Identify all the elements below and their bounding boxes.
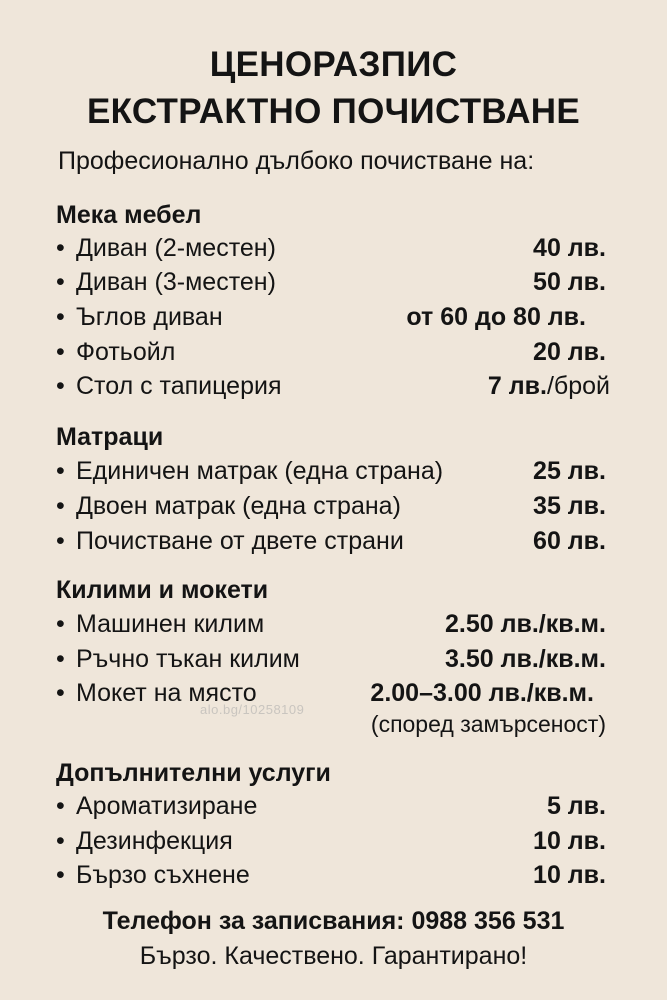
price-row [56,490,606,522]
service-name: Машинен килим [76,610,265,638]
bullet-icon: • [56,338,65,366]
price-row [56,825,606,857]
bullet-icon: • [56,234,65,262]
bullet-icon: • [56,792,65,820]
service-name: Почистване от двете страни [76,527,404,555]
service-price: 2.00–3.00 лв./кв.м. [370,679,594,707]
service-title: ЕКСТРАКТНО ПОЧИСТВАНЕ [86,92,581,131]
price-row [56,790,606,822]
subtitle: Професионално дълбоко почистване на: [58,147,535,175]
section-heading-extra-services: Допълнителни услуги [56,759,331,787]
price-row [56,643,606,675]
service-name: Стол с тапицерия [76,372,282,400]
service-price: 25 лв. [533,457,606,485]
service-name: Бързо съхнене [76,861,250,889]
service-price: 10 лв. [533,861,606,889]
bullet-icon: • [56,527,65,555]
price-row [56,336,606,368]
bullet-icon: • [56,645,65,673]
section-heading-carpets: Килими и мокети [56,576,269,604]
price-row [56,266,606,298]
phone-line: Телефон за записвания: 0988 356 531 [102,907,565,935]
service-price: 2.50 лв./кв.м. [444,610,606,638]
service-price: 10 лв. [533,827,606,855]
service-name: Дезинфекция [76,827,233,855]
service-name: Диван (3-местен) [76,268,276,296]
service-price: 20 лв. [533,338,606,366]
service-price: 35 лв. [533,492,606,520]
service-name: Мокет на място [76,679,257,707]
service-name: Ръчно тъкан килим [76,645,300,673]
service-name: Ъглов диван [76,303,223,331]
service-name: Двоен матрак (една страна) [76,492,401,520]
service-name: Единичен матрак (една страна) [76,457,444,485]
price-list-title: ЦЕНОРАЗПИС [209,45,458,84]
price-row [56,301,606,333]
section-heading-upholstered-furniture: Мека мебел [56,201,202,229]
bullet-icon: • [56,303,65,331]
service-price: от 60 до 80 лв. [406,303,586,331]
bullet-icon: • [56,268,65,296]
bullet-icon: • [56,861,65,889]
bullet-icon: • [56,372,65,400]
price-row [56,859,606,891]
price-note: (според замърсеност) [370,711,606,737]
service-price: 3.50 лв./кв.м. [444,645,606,673]
service-price: 50 лв. [533,268,606,296]
watermark: alo.bg/10258109 [200,702,305,717]
price-row [56,677,606,709]
price-row [56,370,610,402]
slogan: Бързо. Качествено. Гарантирано! [139,942,528,970]
service-price: 60 лв. [533,527,606,555]
price-unit: /брой [546,372,610,400]
service-name: Диван (2-местен) [76,234,276,262]
section-heading-mattresses: Матраци [56,423,164,451]
service-name: Ароматизиране [76,792,258,820]
service-price: 40 лв. [533,234,606,262]
price-row [56,455,606,487]
price-row [56,525,606,557]
service-name: Фотьойл [76,338,176,366]
bullet-icon: • [56,827,65,855]
price-row [56,608,606,640]
service-price: 5 лв. [546,792,606,820]
service-price [488,370,610,402]
bullet-icon: • [56,610,65,638]
price-row [56,232,606,264]
bullet-icon: • [56,679,65,707]
bullet-icon: • [56,457,65,485]
price-value: 7 лв. [487,372,547,400]
bullet-icon: • [56,492,65,520]
